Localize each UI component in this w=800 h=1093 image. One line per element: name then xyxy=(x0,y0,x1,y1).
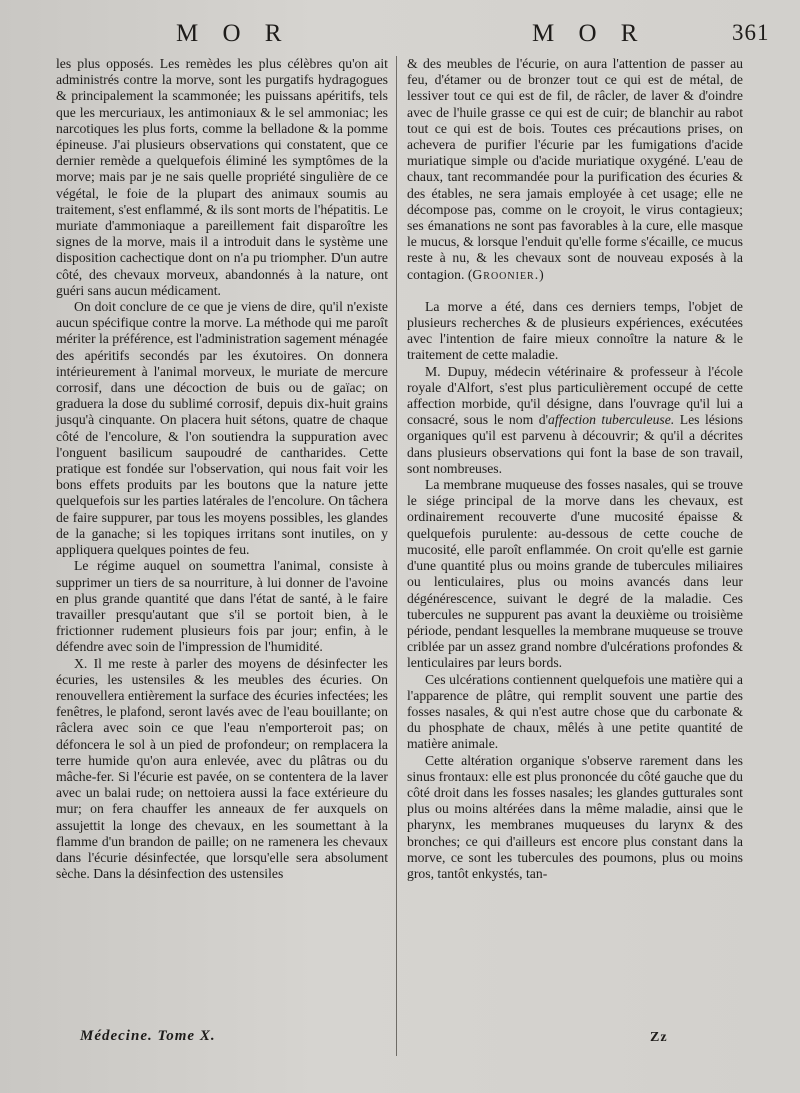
paragraph: les plus opposés. Les remèdes les plus célèbres qu'on ait administrés contre la morve, sont les purgatifs hydragogues & principalement la scammonée; les puissans apéritifs, tels que les mercuriaux, les antimoniaux & le sel ammoniac; les narcotiques les plus forts, comme la belladone & la pomme épineuse. J'ai plusieurs observations qui constatent, que ce dernier remède a quelquefois éliminé les symptômes de la morve; mais par je ne sais quelle propriété singulière de ce végétal, le foie de la plupart des animaux soumis au traitement, s'est enflammé, & ils sont morts de l'hépatitis. Le muriate d'ammoniaque a pareillement fait disparoître les signes de la morve, mais il a introduit dans le système une disposition cachectique dont on n'a pu triompher. D'un autre côté, des chevaux morveux, abandonnés à la nature, ont guéri sans aucun médicament. xyxy=(56,56,388,298)
paragraph-text: & des meubles de l'écurie, on aura l'attention de passer au feu, d'étamer ou de bronzer tout ce qui est de métal, de lessiver tout ce qui est de fil, de râcler, de laver & d'oindre avec de l'huile grasse ce qui est de cuir; de blanchir au rabot tout ce qui est de bois. Toutes ces précautions prises, on achevera de purifier l'écurie par les fumigations d'acide muriatique simple ou d'acide muriatique oxygéné. L'eau de chaux, tant recommandée pour la purification des écuries & des étables, ne sera jamais employée à cet usage; elle ne décompose pas, comme on le croyoit, le virus contagieux; ses émanations ne sont pas favorables à la cure, elle masque le mucus, & lorsque l'enduit qu'elle forme s'écaille, ce mucus reste à nu, & les chevaux sont de nouveau exposés à la contagion. ( xyxy=(407,56,743,282)
paragraph-text: M. Dupuy, médecin vétérinaire & professeur à l'école royale d'Alfort, s'est plus particulièrement occupé de cette affection morbide, qu'il désigne, dans l'ouvrage qu'il lui a consacré, sous le nom d' xyxy=(407,363,743,428)
left-column xyxy=(56,56,388,882)
paragraph: On doit conclure de ce que je viens de dire, qu'il n'existe aucun spécifique contre la morve. La méthode qui me paroît mériter la préférence, est l'administration sagement ménagée des apéritifs secondés par les éxutoires. On donnera intérieurement à l'animal morveux, le muriate de mercure corrosif, dans une décoction de buis ou de gaïac; on graduera la dose du sublimé corrosif, depuis dix-huit grains jusqu'à cinquante. On placera huit sétons, quatre de chaque côté de l'encolure, & l'on soutiendra la suppuration avec l'onguent basilicum saupoudré de cantharides. Cette pratique est fondée sur l'observation, qui nous fait voir les bons effets produits par les boutons que la nature jette quelquefois sur les parties latérales de l'encolure. On tâchera de faire suppurer, par tous les moyens possibles, les glandes de la ganache; si les topiques irritans sont inutiles, on y appliquera quelques pointes de feu. xyxy=(56,299,388,558)
paragraph-text: Les lésions organiques qu'il est parvenu à découvrir; & qu'il a décrites dans plusieurs observations qui font la base de son travail, sont nombreuses. xyxy=(407,412,743,476)
signature-mark: Médecine. Tome X. xyxy=(80,1028,216,1044)
column-divider xyxy=(396,56,397,1056)
paragraph: Le régime auquel on soumettra l'animal, consiste à supprimer un tiers de sa nourriture, à lui donner de l'avoine en plus grande quantité que dans l'état de santé, à le faire travailler presqu'autant que s'il se portoit bien, à le frictionner rudement plusieurs fois par jour; enfin, à le défendre avec soin de l'impression de l'humidité. xyxy=(56,558,388,655)
running-header xyxy=(0,20,800,52)
paragraph: X. Il me reste à parler des moyens de désinfecter les écuries, les ustensiles & les meubles des écuries. On renouvellera entièrement la surface des écuries infectées; les fenêtres, le plafond, seront lavés avec de l'eau bouillante; on râclera avec soin ce que l'eau n'emporteroit pas; on défoncera le sol à un pied de profondeur; on remplacera la terre humide qu'on aura enlevée, avec du plâtras ou du mâche-fer. Si l'écurie est pavée, on se contentera de la laver avec un balai rude; on nettoiera aussi la face extérieure du mur; on fera chauffer les anneaux de fer auxquels on assujettit la longe des chevaux, en les soumettant à la flamme d'un brandon de paille; on ne ramenera les chevaux dans l'écurie désinfectée, que lorsqu'elle sera absolument sèche. Dans la désinfection des ustensiles xyxy=(56,655,388,882)
italic-term: affection tuberculeuse. xyxy=(548,412,675,428)
paragraph: La morve a été, dans ces derniers temps, l'objet de plusieurs recherches & de plusieurs expériences, exécutées avec l'intention de faire mieux connoître la nature & le traitement de cette maladie. xyxy=(407,298,743,363)
paragraph: La membrane muqueuse des fosses nasales, qui se trouve le siége principal de la morve dans les chevaux, est ordinairement recouverte d'une mucosité épaisse & quelquefois purulente: au-dessous de cette couche de mucosité, elle paroît enflammée. On croit qu'elle est garnie d'une quantité plus ou moins grande de tubercules miliaires ou lenticulaires, plus ou moins avancés dans leur dégénérescence, suivant le degré de la maladie. Ces tubercules ne suppurent pas avant la deuxième ou troisième période, pendant lesquelles la membrane muqueuse se trouve criblée par un assez grand nombre d'ulcérations profondes & lenticulaires par leurs bords. xyxy=(407,477,743,671)
paragraph-text: ) xyxy=(539,266,544,282)
paragraph: Ces ulcérations contiennent quelquefois une matière qui a l'apparence de plâtre, qui remplit souvent une partie des fosses nasales, & qui n'est autre chose que du carbonate & du phosphate de chaux, mêlés à une petite quantité de matière animale. xyxy=(407,671,743,752)
right-column xyxy=(407,56,743,882)
gathering-mark: Zz xyxy=(650,1030,668,1045)
author-signature: Groonier. xyxy=(472,266,540,282)
paragraph: Cette altération organique s'observe rarement dans les sinus frontaux: elle est plus prononcée du côté gauche que du côté droit dans les fosses nasales; les glandes gutturales sont plus ou moins altérées dans la même maladie, ainsi que le pharynx, les membranes muqueuses du larynx & des bronches; ce qui d'ailleurs est encore plus constant dans la morve, ce sont les tubercules des poumons, plus ou moins gros, tantôt enkystés, tan- xyxy=(407,752,744,881)
page-number: 361 xyxy=(732,20,770,45)
paragraph xyxy=(407,364,743,477)
paragraph xyxy=(407,56,743,283)
header-right-title: M O R xyxy=(532,20,647,47)
header-left-title: M O R xyxy=(176,20,291,47)
